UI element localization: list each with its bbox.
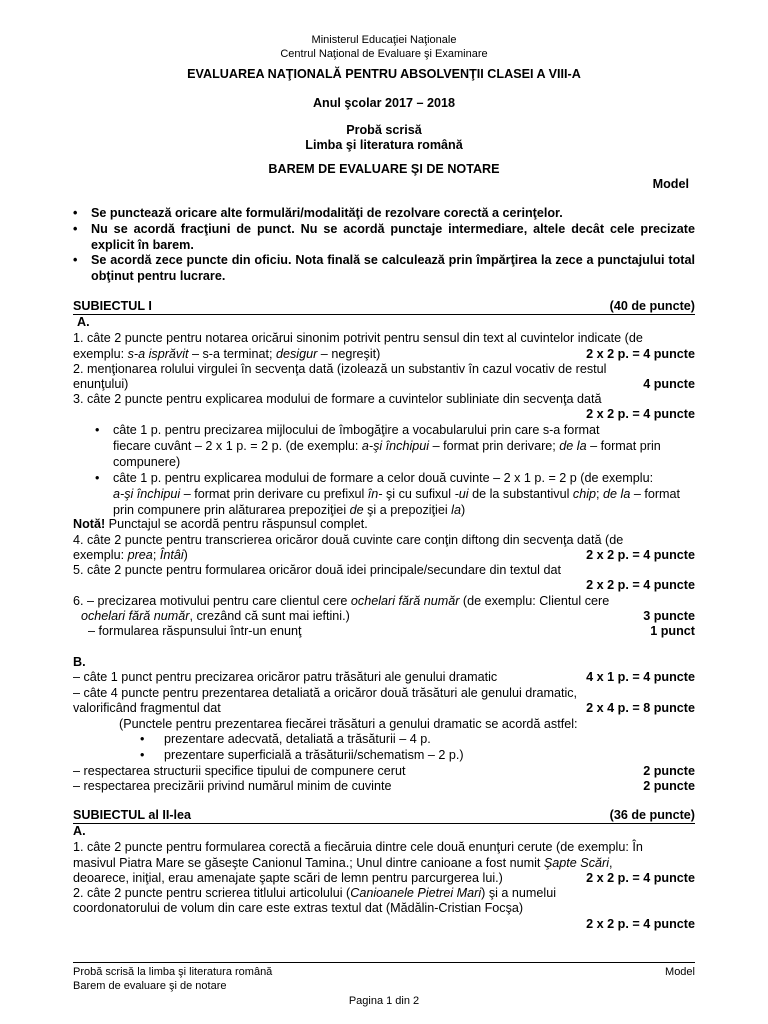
b-item-1-score: 4 x 1 p. = 4 puncte: [586, 670, 695, 684]
item-3-sub-2: • câte 1 p. pentru explicarea modului de formare a celor două cuvinte – 2 x 1 p. = 2 p (de exemplu: a-şi închipui – format prin derivare cu prefixul în- şi cu sufixul -ui de la substantivul chip; de la – format prin compunere prin alăturarea prepoziţiei de şi a prepoziţiei la): [95, 471, 681, 517]
s2-item-2-line-2: coordonatorului de volum din care este extras textul dat (Mădălin-Cristian Focşa): [73, 901, 524, 915]
part-b-label: B.: [73, 655, 86, 669]
b-item-2-sub-1: • prezentare adecvată, detaliată a trăsăturii – 4 p.: [140, 732, 431, 746]
item-6-line-2: ochelari fără număr, crezând că sunt mai ieftini.): [81, 609, 350, 623]
s2-item-1-line-3: deoarece, iniţial, erau amenajate şapte scări de lemn pentru parcurgerea lui.): [73, 871, 503, 885]
b-item-3: – respectarea structurii specifice tipului de compunere cerut: [73, 764, 406, 778]
s2-item-2-score: 2 x 2 p. = 4 puncte: [586, 917, 695, 931]
bullet-icon: •: [140, 732, 145, 746]
b-item-4: – respectarea precizării privind numărul minim de cuvinte: [73, 779, 392, 793]
model-label: Model: [652, 177, 689, 191]
b-item-2-line-2: valorificând fragmentul dat: [73, 701, 221, 715]
school-year: Anul şcolar 2017 – 2018: [312, 96, 456, 110]
bullet-icon: •: [73, 222, 78, 236]
page-number: Pagina 1 din 2: [348, 995, 420, 1007]
s2-item-1-score: 2 x 2 p. = 4 puncte: [586, 871, 695, 885]
barem-title: BAREM DE EVALUARE ŞI DE NOTARE: [268, 162, 500, 176]
subject-1-title: SUBIECTUL I: [73, 299, 152, 313]
item-2-line-2: enunţului): [73, 377, 129, 391]
b-item-2-sub-2: • prezentare superficială a trăsăturii/schematism – 2 p.): [140, 748, 464, 762]
ministry-name: Ministerul Educaţiei Naţionale: [311, 34, 457, 46]
s2-item-2-line-1: 2. câte 2 puncte pentru scrierea titlului articolului (Canioanele Pietrei Mari) şi a numelui: [73, 886, 557, 900]
footer-left-1: Probă scrisă la limba şi literatura română: [73, 966, 273, 978]
rule-3: • Se acordă zece puncte din oficiu. Nota finală se calculează prin împărţirea la zece a punctajului total obţinut pentru lucrare.: [73, 253, 695, 283]
item-2-line-1: 2. menţionarea rolului virgulei în secvenţa dată (izolează un substantiv în cazul vocativ de restul: [73, 362, 607, 376]
bullet-icon: •: [73, 206, 78, 220]
subject-1-points: (40 de puncte): [609, 299, 695, 313]
b-item-2-note: (Punctele pentru prezentarea fiecărei trăsături a genului dramatic se acordă astfel:: [119, 717, 578, 731]
footer-left-2: Barem de evaluare şi de notare: [73, 980, 227, 992]
item-6-line-1: 6. – precizarea motivului pentru care clientul cere ochelari fără număr (de exemplu: Clientul cere: [73, 594, 610, 608]
b-item-3-score: 2 puncte: [643, 764, 695, 778]
note-line: Notă! Punctajul se acordă pentru răspunsul complet.: [73, 517, 368, 531]
item-2-score: 4 puncte: [643, 377, 695, 391]
item-6-score-1: 3 puncte: [643, 609, 695, 623]
b-item-2-line-1: – câte 4 puncte pentru prezentarea detaliată a oricăror două trăsături ale genului dramatic,: [73, 686, 578, 700]
part-a-label: A.: [77, 315, 90, 329]
center-name: Centrul Naţional de Evaluare şi Examinare: [280, 48, 488, 60]
b-item-2-score: 2 x 4 p. = 8 puncte: [586, 701, 695, 715]
item-3-line-1: 3. câte 2 puncte pentru explicarea modului de formare a cuvintelor subliniate din secvenţa dată: [73, 392, 602, 406]
bullet-icon: •: [73, 253, 78, 267]
s2-item-1-line-2: masivul Piatra Mare se găseşte Canionul Tamina.; Unul dintre canioane a fost numit Şapte Scări,: [73, 856, 613, 870]
bullet-icon: •: [140, 748, 145, 762]
footer-divider: [73, 962, 695, 963]
footer-model: Model: [665, 966, 695, 978]
subject-2-points: (36 de puncte): [609, 808, 695, 822]
s2-item-1-line-1: 1. câte 2 puncte pentru formularea corectă a fiecăruia dintre cele două enunţuri cerute (de exemplu: În: [73, 840, 643, 854]
item-5-score: 2 x 2 p. = 4 puncte: [586, 578, 695, 592]
item-6-line-3: – formularea răspunsului într-un enunţ: [88, 624, 302, 638]
item-4-line-2: exemplu: prea; Întâi): [73, 548, 188, 562]
item-1-line-1: 1. câte 2 puncte pentru notarea oricărui sinonim potrivit pentru sensul din text al cuvintelor indicate (de: [73, 331, 643, 345]
rule-1: • Se punctează oricare alte formulări/modalităţi de rezolvare corectă a cerinţelor.: [73, 206, 563, 220]
subject-2-header: [73, 807, 695, 824]
subject-1-header: [73, 298, 695, 315]
s2-part-a-label: A.: [73, 824, 86, 838]
item-1-score: 2 x 2 p. = 4 puncte: [586, 347, 695, 361]
subject-label: Limba şi literatura română: [305, 138, 463, 152]
b-item-1: – câte 1 punct pentru precizarea oricăror patru trăsături ale genului dramatic: [73, 670, 498, 684]
item-3-sub-1: • câte 1 p. pentru precizarea mijlocului de îmbogăţire a vocabularului prin care s-a format fiecare cuvânt – 2 x 1 p. = 2 p. (de exemplu: a-şi închipui – format prin derivare; de la – format prin compunere): [95, 423, 661, 469]
item-4-score: 2 x 2 p. = 4 puncte: [586, 548, 695, 562]
bullet-icon: •: [95, 471, 100, 485]
item-6-score-2: 1 punct: [650, 624, 695, 638]
exam-title: EVALUAREA NAŢIONALĂ PENTRU ABSOLVENŢII CLASEI A VIII-A: [187, 67, 581, 81]
subject-2-title: SUBIECTUL al II-lea: [73, 808, 192, 822]
item-5-line-1: 5. câte 2 puncte pentru formularea oricăror două idei principale/secundare din textul dat: [73, 563, 561, 577]
item-4-line-1: 4. câte 2 puncte pentru transcrierea oricăror două cuvinte care conţin diftong din secvenţa dată (de: [73, 533, 624, 547]
bullet-icon: •: [95, 423, 100, 437]
proba-label: Probă scrisă: [346, 123, 422, 137]
item-1-line-2: exemplu: s-a isprăvit – s-a terminat; desigur – negreşit): [73, 347, 381, 361]
item-3-score: 2 x 2 p. = 4 puncte: [586, 407, 695, 421]
b-item-4-score: 2 puncte: [643, 779, 695, 793]
rule-2: • Nu se acordă fracţiuni de punct. Nu se acordă punctaje intermediare, altele decât cele precizate explicit în barem.: [73, 222, 695, 252]
